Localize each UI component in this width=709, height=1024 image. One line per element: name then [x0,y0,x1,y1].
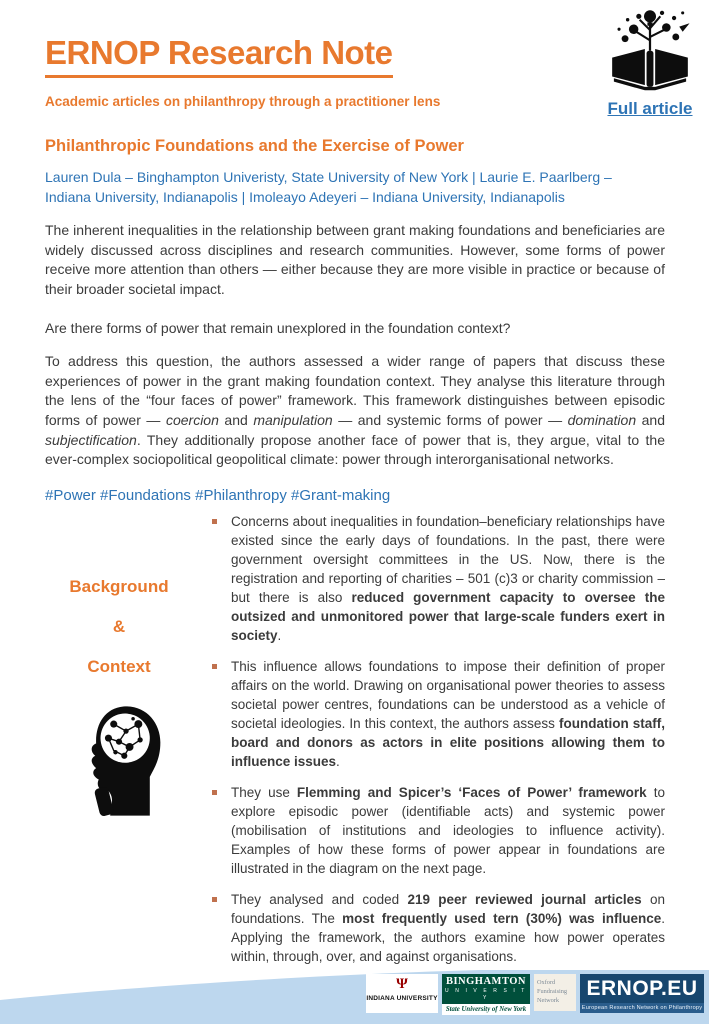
newsletter-subtitle: Academic articles on philanthropy through a practitioner lens [45,94,441,109]
oxford-line1: Oxford [537,979,556,986]
book-with-ideas-icon [597,6,703,97]
masthead [45,26,665,109]
oxford-fundraising-network-logo [534,974,576,1011]
hashtags-line: #Power #Foundations #Philanthropy #Grant-making [45,486,391,504]
approach-paragraph: To address this question, the authors assessed a wider range of papers that discuss these experiences of power in the grant making foundation context. They analyse this literature through the lens of the “four faces of power” framework. This framework distinguishes between episodic forms of power — coercion and manipulation — and systemic forms of power — domination and subjectification. They additionally propose another face of power that is, they argue, vital to the ever-complex sociopolitical geopolitical climate: power through interorganisational networks. [45,353,666,468]
ernop-tagline: European Research Network on Philanthropy [581,1005,703,1011]
ernop-logo [580,974,704,1013]
newsletter-title: ERNOP Research Note [45,34,393,78]
partner-logos [366,974,704,1015]
iu-trident-icon: Ψ [396,976,408,992]
section-label-line1: Background [69,576,169,596]
indiana-university-logo [366,974,438,1013]
list-item: Concerns about inequalities in foundation–beneficiary relationships have existed since the early days of foundations. In the past, there were government oversight committees in the US. Now, there is the registration and reporting of charities – 501 (c)3 or charity commission – but there is also reduced government capacity to oversee the outsized and unmonitored power that large-scale funders exert in society. [203,512,665,645]
article-title: Philanthropic Foundations and the Exercise of Power [45,137,464,155]
section-body [193,512,665,978]
section-sidebar [45,512,193,978]
full-article-link[interactable]: Full article [607,99,693,118]
intro-paragraph: The inherent inequalities in the relationship between grant making foundations and beneficiaries are widely discussed across disciplines and research communities. However, some forms of power receive more attention than others — either because they are more visible in practice or because of their broader societal impact. [45,222,665,297]
ernop-wordmark: ERNOP.EU [580,974,704,1003]
list-item: They use Flemming and Spicer’s ‘Faces of Power’ framework to explore episodic power (identifiable acts) and systemic power (mobilisation of institutions and ideologies to influence activity). Examples of how these forms of power appear in foundations are illustrated in the diagram on the next page. [203,783,665,878]
list-item: This influence allows foundations to impose their definition of proper affairs on the world. Drawing on organisational power theories to assess societal power centres, foundations can be understood as a vehicle of societal ideologies. In this context, the authors assess foundation staff, board and donors as actors in elite positions allowing them to influence issues. [203,657,665,771]
authors-line: Lauren Dula – Binghampton Univeristy, State University of New York | Laurie E. Paarlberg – Indiana University, Indianapolis | Imoleayo Adeyeri – Indiana University, Indianapolis [45,169,612,205]
footer-band [0,970,709,1024]
binghamton-university-word: U N I V E R S I T Y [445,987,527,1001]
section-label-line3: Context [87,656,151,676]
key-points-list [203,512,665,966]
research-question: Are there forms of power that remain unexplored in the foundation context? [45,319,511,336]
iu-name: INDIANA UNIVERSITY [366,994,438,1002]
binghamton-name: BINGHAMTON [445,976,527,987]
list-item: They analysed and coded 219 peer reviewed journal articles on foundations. The most frequently used tern (30%) was influence. Applying the framework, the authors examine how power operates within, through, over, and against organisations. [203,890,665,966]
oxford-line2: Fundraising [537,988,568,996]
oxford-line3: Network [537,997,560,1005]
binghamton-university-logo [442,974,530,1015]
thinking-head-network-brain-icon [45,701,193,834]
binghamton-tagline: State University of New York [445,1005,527,1013]
binghamton-wordmark [442,974,530,1004]
full-article-block [597,6,703,119]
background-context-section [45,512,665,978]
section-label-line2: & [112,616,126,636]
